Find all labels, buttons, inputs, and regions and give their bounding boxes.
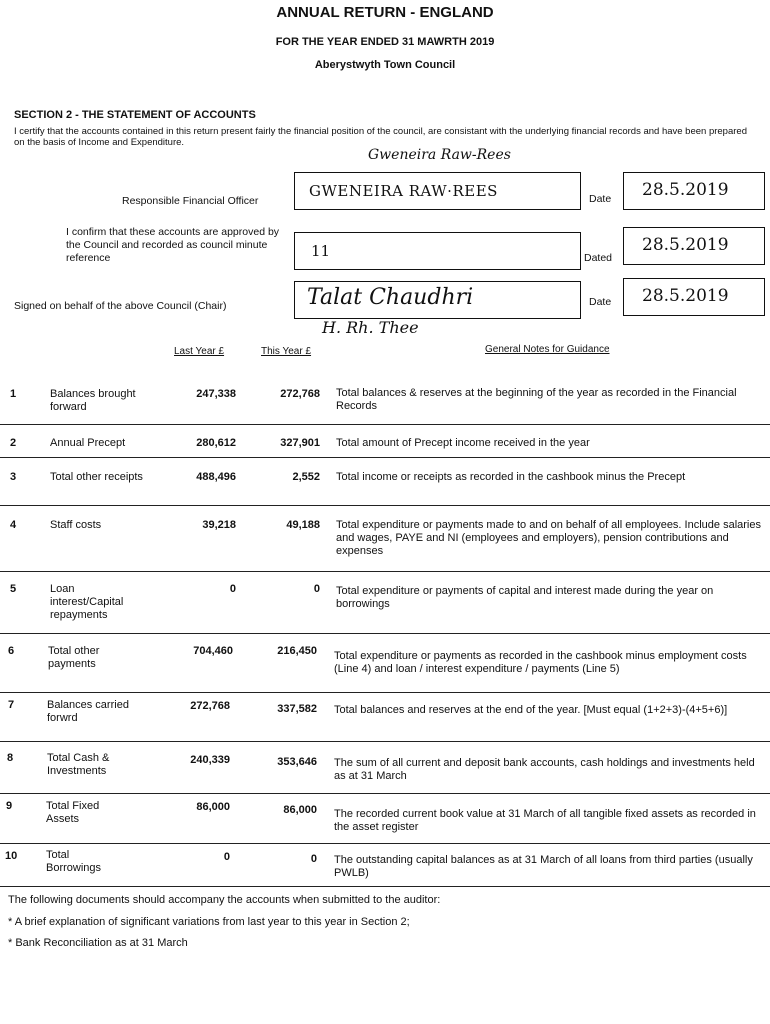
row-last-year: 0 xyxy=(229,583,236,595)
row-last-year: 86,000 xyxy=(196,801,230,813)
section-title: SECTION 2 - THE STATEMENT OF ACCOUNTS xyxy=(14,109,256,121)
row-note: The outstanding capital balances as at 31 March of all loans from third parties (usually PWLB) xyxy=(334,854,753,879)
chair-name-box[interactable] xyxy=(294,281,581,319)
minute-ref: 11 xyxy=(311,242,331,260)
row-this-year: 86,000 xyxy=(283,804,317,816)
row-last-year: 280,612 xyxy=(196,437,236,449)
rfo-name-box[interactable] xyxy=(294,172,581,210)
footer-item: * Bank Reconciliation as at 31 March xyxy=(8,937,188,949)
row-this-year: 337,582 xyxy=(277,703,317,715)
row-number: 5 xyxy=(10,583,17,595)
row-divider xyxy=(0,741,770,742)
row-label: Balances brought forward xyxy=(50,388,136,413)
rfo-date-label: Date xyxy=(589,193,612,205)
row-label: Loan interest/Capital repayments xyxy=(50,583,124,621)
col-header-this-year: This Year £ xyxy=(261,346,312,357)
document-subtitle: FOR THE YEAR ENDED 31 MAWRTH 2019 xyxy=(275,36,495,48)
chair-date-box[interactable] xyxy=(623,278,765,316)
row-number: 2 xyxy=(10,437,17,449)
row-last-year: 488,496 xyxy=(196,471,236,483)
row-label: Total other receipts xyxy=(50,471,143,483)
row-note: The sum of all current and deposit bank accounts, cash holdings and investments held as at 31 March xyxy=(334,757,755,782)
row-number: 10 xyxy=(5,850,18,862)
row-number: 3 xyxy=(10,471,17,483)
row-this-year: 2,552 xyxy=(292,471,320,483)
row-this-year: 272,768 xyxy=(280,388,320,400)
certify-text: I certify that the accounts contained in this return present fairly the financial position of the council, are consistant with the underlying financial records and have been prepared on the basis of Income and Expenditure. xyxy=(14,126,747,148)
row-note: Total balances and reserves at the end of the year. [Must equal (1+2+3)-(4+5+6)] xyxy=(334,704,728,716)
row-last-year: 272,768 xyxy=(190,700,230,712)
row-last-year: 247,338 xyxy=(196,388,236,400)
row-divider xyxy=(0,505,770,506)
row-last-year: 704,460 xyxy=(193,645,233,657)
row-label: Total other payments xyxy=(48,645,100,670)
chair-name: Talat Chaudhri xyxy=(307,285,474,310)
chair-label: Signed on behalf of the above Council (Chair) xyxy=(14,300,227,312)
row-note: The recorded current book value at 31 March of all tangible fixed assets as recorded in the asset register xyxy=(334,808,756,833)
confirm-label: I confirm that these accounts are approved by the Council and recorded as council minute reference xyxy=(66,226,280,264)
col-header-last-year: Last Year £ xyxy=(174,346,225,357)
rfo-name: GWENEIRA RAW·REES xyxy=(309,182,498,200)
row-this-year: 327,901 xyxy=(280,437,320,449)
rfo-signature: Gweneira Raw-Rees xyxy=(368,147,511,163)
document-title: ANNUAL RETURN - ENGLAND xyxy=(276,4,494,21)
footer-intro: The following documents should accompany the accounts when submitted to the auditor: xyxy=(8,894,441,906)
footer-item: * A brief explanation of significant variations from last year to this year in Section 2; xyxy=(8,916,410,928)
row-divider xyxy=(0,886,770,887)
row-this-year: 0 xyxy=(313,583,320,595)
row-divider xyxy=(0,843,770,844)
rfo-label: Responsible Financial Officer xyxy=(122,195,259,207)
row-last-year: 39,218 xyxy=(202,519,236,531)
row-this-year: 353,646 xyxy=(277,756,317,768)
row-divider xyxy=(0,633,770,634)
row-label: Annual Precept xyxy=(50,437,126,449)
row-note: Total expenditure or payments as recorded in the cashbook minus employment costs (Line 4) and loan / interest expenditure / payments (Line 5) xyxy=(334,650,747,675)
row-number: 7 xyxy=(8,699,15,711)
row-note: Total balances & reserves at the beginning of the year as recorded in the Financial Records xyxy=(336,387,737,412)
minute-ref-box[interactable] xyxy=(294,232,581,270)
col-header-notes: General Notes for Guidance xyxy=(485,344,610,355)
row-number: 8 xyxy=(7,752,14,764)
row-last-year: 0 xyxy=(223,851,230,863)
chair-date: 28.5.2019 xyxy=(642,286,729,306)
row-this-year: 49,188 xyxy=(286,519,320,531)
row-divider xyxy=(0,424,770,425)
rfo-date-box[interactable] xyxy=(623,172,765,210)
row-label: Total Fixed Assets xyxy=(46,800,100,825)
rfo-date: 28.5.2019 xyxy=(642,180,729,200)
row-note: Total amount of Precept income received in the year xyxy=(336,437,590,449)
chair-signature: H. Rh. Thee xyxy=(322,318,419,337)
row-this-year: 216,450 xyxy=(277,645,317,657)
row-this-year: 0 xyxy=(310,853,317,865)
row-divider xyxy=(0,457,770,458)
row-note: Total expenditure or payments made to and on behalf of all employees. Include salaries and wages, PAYE and NI (employees and employers), pension contributions and expenses xyxy=(336,519,761,557)
row-label: Balances carried forwrd xyxy=(47,699,129,724)
row-number: 6 xyxy=(8,645,15,657)
row-divider xyxy=(0,793,770,794)
row-number: 1 xyxy=(10,388,17,400)
row-label: Total Borrowings xyxy=(46,849,102,874)
row-note: Total expenditure or payments of capital and interest made during the year on borrowings xyxy=(336,585,714,610)
row-number: 4 xyxy=(10,519,17,531)
row-note: Total income or receipts as recorded in the cashbook minus the Precept xyxy=(336,471,686,483)
minute-date-box[interactable] xyxy=(623,227,765,265)
row-label: Total Cash & Investments xyxy=(47,752,110,777)
row-divider xyxy=(0,692,770,693)
row-divider xyxy=(0,571,770,572)
minute-date: 28.5.2019 xyxy=(642,235,729,255)
council-name: Aberystwyth Town Council xyxy=(314,59,456,71)
chair-date-label: Date xyxy=(589,296,612,308)
minute-date-label: Dated xyxy=(584,252,613,264)
row-number: 9 xyxy=(6,800,13,812)
row-label: Staff costs xyxy=(50,519,102,531)
row-last-year: 240,339 xyxy=(190,754,230,766)
